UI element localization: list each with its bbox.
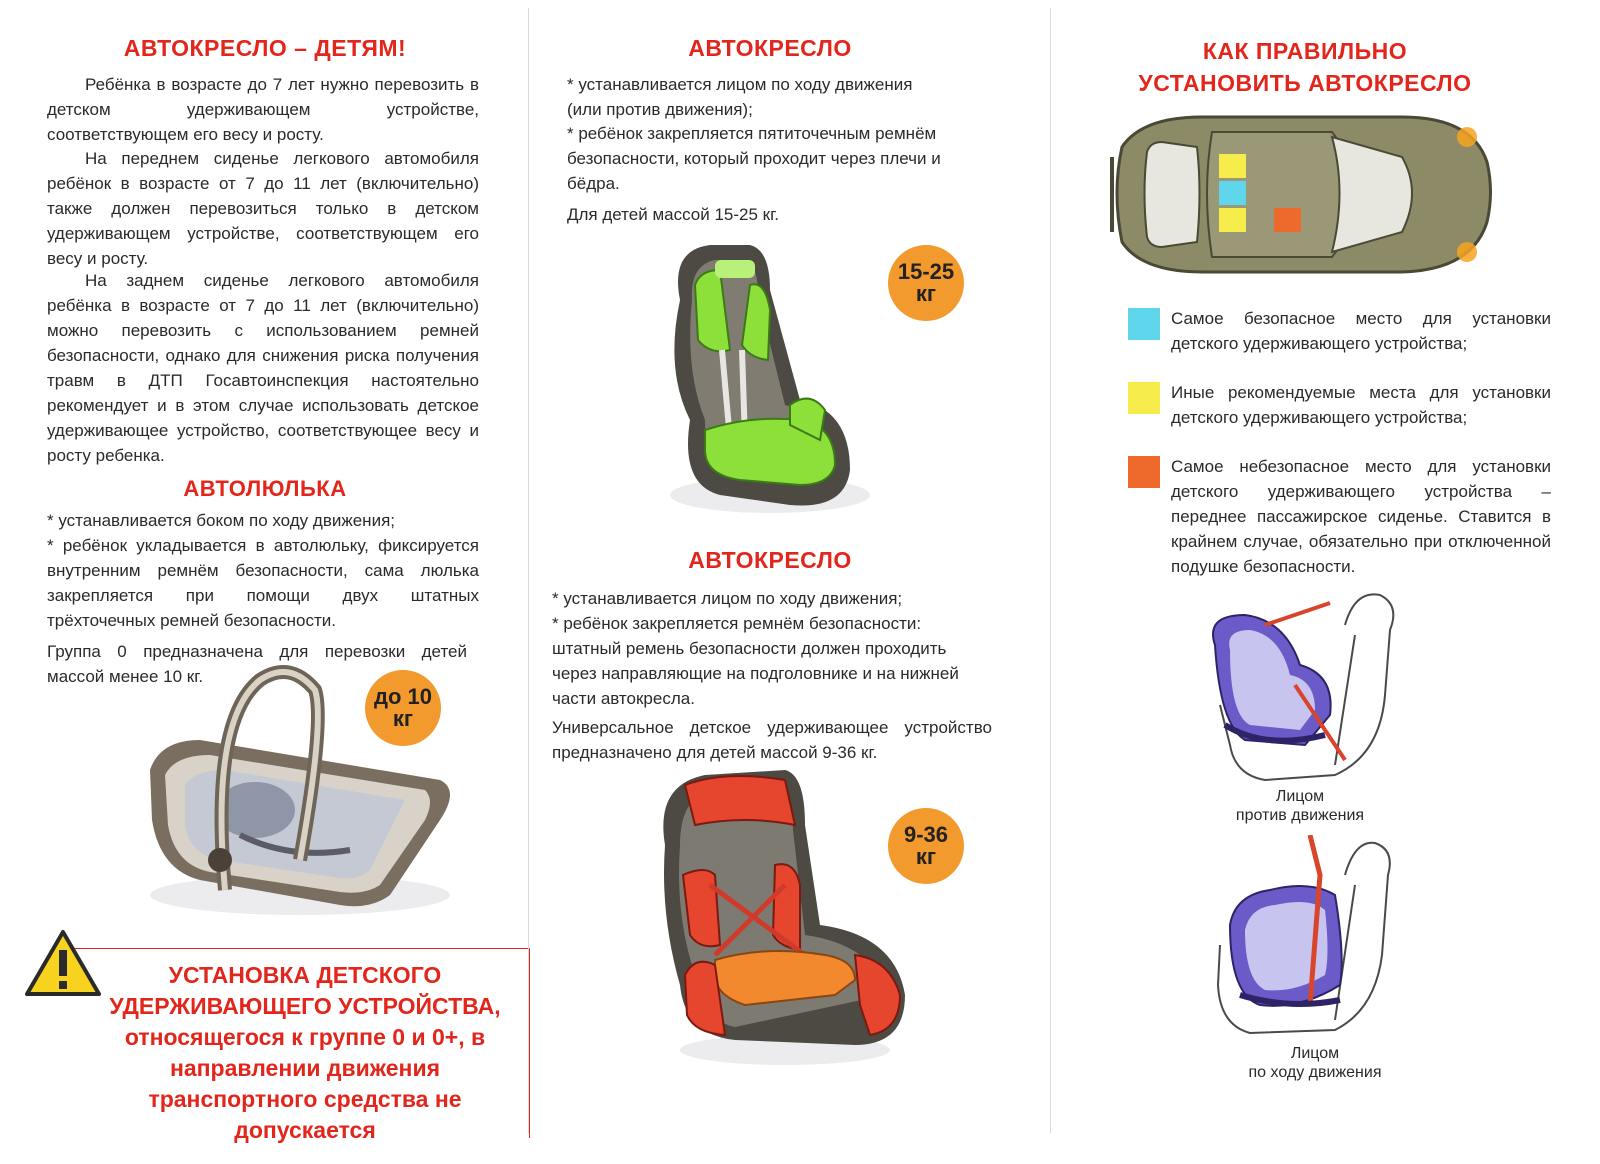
legend-swatch-yellow <box>1128 382 1160 414</box>
child-seat-15-25kg-illustration <box>650 240 870 520</box>
car-seat-rear-left <box>1219 154 1246 178</box>
car-top-view-illustration <box>1102 112 1502 277</box>
badge-up-to-10kg-value: до 10 <box>374 684 432 709</box>
child-seat-title-1: АВТОКРЕСЛО <box>688 35 852 61</box>
warning-text: УСТАНОВКА ДЕТСКОГО УДЕРЖИВАЮЩЕГО УСТРОЙСТВА, относящегося к группе 0 и 0+, в направлении движения транспортного средства не допускается <box>109 962 501 1143</box>
child-seat-title-2: АВТОКРЕСЛО <box>688 547 852 573</box>
legend-swatch-orange <box>1128 456 1160 488</box>
caption-rear-facing-line1: Лицом <box>1275 788 1325 805</box>
child-seat-1-mass: Для детей массой 15-25 кг. <box>567 205 779 224</box>
car-seat-front-passenger <box>1274 208 1301 232</box>
column1-paragraph-2: На переднем сиденье легкового автомобиля ребёнок в возрасте от 7 до 11 лет (включительно) также должен перевозиться только в детском удерживающем устройстве, соответствующем его весу и росту. <box>47 149 479 268</box>
badge-9-36kg-value: 9-36 <box>903 822 949 847</box>
car-seat-rear-right <box>1219 208 1246 232</box>
legend-row-safest <box>1128 306 1551 366</box>
autocradle-title: АВТОЛЮЛЬКА <box>183 476 347 501</box>
child-seat-1-bullet-2: * ребёнок закрепляется пятиточечным ремнём безопасности, который проходит через плечи и бёдра. <box>567 124 941 193</box>
badge-15-25kg-unit: кг <box>915 281 937 306</box>
child-seat-2-bullet-1: * устанавливается лицом по ходу движения; <box>552 589 903 608</box>
child-seat-1-bullet-1: * устанавливается лицом по ходу движения (или против движения); <box>567 75 913 119</box>
column-divider-1 <box>528 8 529 1133</box>
caption-rear-facing-line2: против движения <box>1235 807 1365 824</box>
column1-paragraph-3: На заднем сиденье легкового автомобиля ребёнка в возрасте от 7 до 11 лет (включительно) можно перевозить с использованием ремней безопасности, однако для снижения риска получения травм в ДТП Госавтоинспекция настоятельно рекомендует и в этом случае использовать детское удерживающее устройство, соответствующее весу и росту ребенка. <box>47 271 479 465</box>
autocradle-bullet-2: * ребёнок укладывается в автолюльку, фиксируется внутренним ремнём безопасности, сама люлька закрепляется при помощи двух штатных трёхточечных ремней безопасности. <box>47 536 479 630</box>
car-seat-rear-center <box>1219 181 1246 205</box>
rear-facing-seat-illustration <box>1205 585 1405 785</box>
badge-9-36kg <box>888 808 964 884</box>
group-0-text: Группа 0 предназначена для перевозки детей массой менее 10 кг. <box>47 642 467 686</box>
forward-facing-seat-illustration <box>1210 835 1400 1040</box>
badge-15-25kg-value: 15-25 <box>897 259 955 284</box>
legend-swatch-cyan <box>1128 308 1160 340</box>
legend-text-recommended: Иные рекомендуемые места для установки детского удерживающего устройства; <box>1171 383 1551 427</box>
column1-paragraph-1: Ребёнка в возрасте до 7 лет нужно перевозить в детском удерживающем устройстве, соответствующем его весу и росту. <box>47 75 479 144</box>
legend-text-safest: Самое безопасное место для установки детского удерживающего устройства; <box>1171 309 1551 353</box>
autocradle-bullet-1: * устанавливается боком по ходу движения; <box>47 511 395 530</box>
child-seat-9-36kg-illustration <box>655 765 915 1070</box>
child-seat-2-mass: Универсальное детское удерживающее устройство предназначено для детей массой 9-36 кг. <box>552 718 992 762</box>
legend-row-recommended <box>1128 380 1551 440</box>
caption-forward-facing-line1: Лицом <box>1290 1045 1340 1062</box>
badge-up-to-10kg <box>365 670 441 746</box>
caption-rear-facing <box>1200 787 1400 825</box>
column1-title: АВТОКРЕСЛО – ДЕТЯМ! <box>123 35 407 61</box>
caption-forward-facing <box>1215 1044 1415 1082</box>
column-divider-2 <box>1050 8 1051 1133</box>
child-seat-2-bullet-2: * ребёнок закрепляется ремнём безопасности: штатный ремень безопасности должен проходить через направляющие на подголовнике и на нижней части автокресла. <box>552 614 959 708</box>
badge-9-36kg-unit: кг <box>915 844 937 869</box>
column3-title: КАК ПРАВИЛЬНО УСТАНОВИТЬ АВТОКРЕСЛО <box>1138 38 1472 96</box>
badge-up-to-10kg-unit: кг <box>392 706 414 731</box>
legend-text-unsafe: Самое небезопасное место для установки детского удерживающего устройства – переднее пассажирское сиденье. Ставится в крайнем случае, обязательно при отключенной подушке безопасности. <box>1171 457 1551 576</box>
legend-row-unsafe <box>1128 454 1551 579</box>
badge-15-25kg <box>888 245 964 321</box>
caption-forward-facing-line2: по ходу движения <box>1248 1064 1382 1081</box>
